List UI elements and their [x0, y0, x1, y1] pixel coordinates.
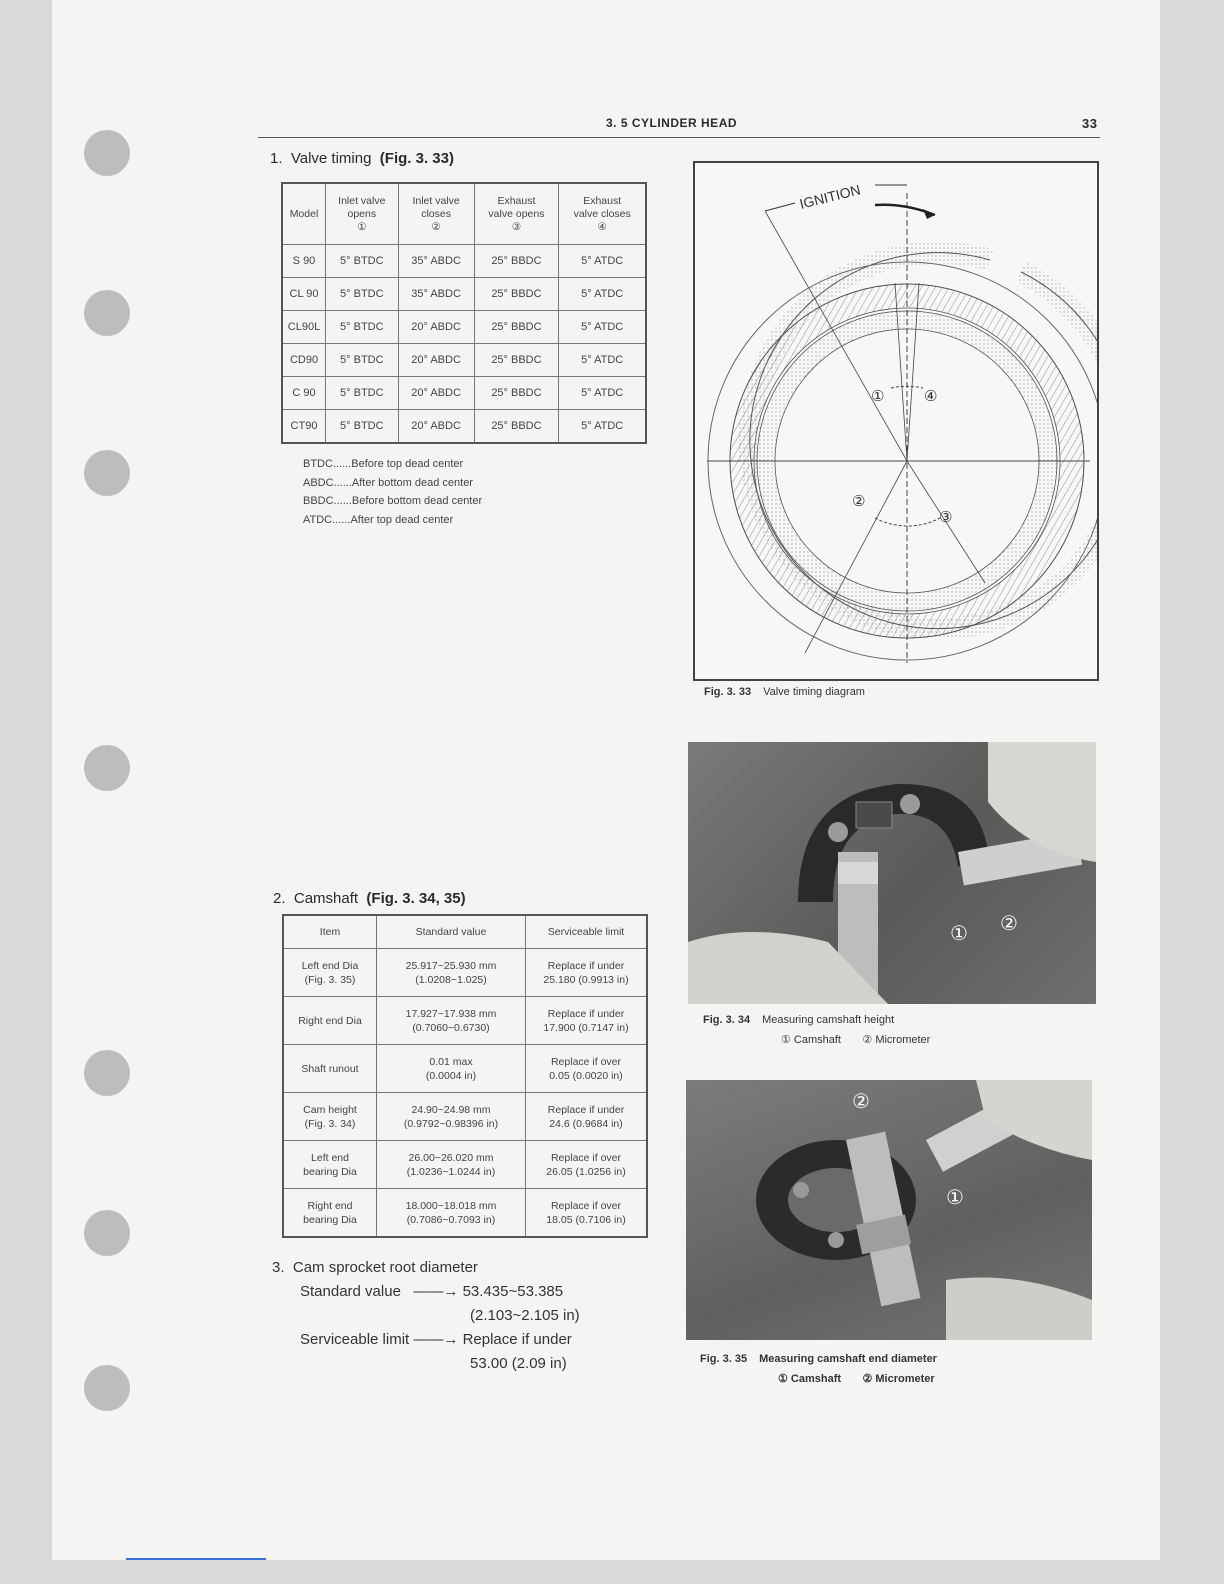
table-row: CT90 5° BTDC 20° ABDC 25° BBDC 5° ATDC [282, 410, 646, 444]
section-3-title: Cam sprocket root diameter [292, 1259, 478, 1276]
fig-3-34-caption: Fig. 3. 34 Measuring camshaft height ① Camshaft ② Micrometer [703, 1014, 931, 1046]
binder-hole [84, 290, 130, 336]
valve-timing-diagram [693, 161, 1099, 681]
binder-hole [84, 130, 130, 176]
table-row: Shaft runout 0.01 max (0.0004 in) Replace if over 0.05 (0.0020 in) [283, 1045, 647, 1093]
callout-1: ① [946, 1185, 964, 1209]
callout-2: ② [852, 1089, 870, 1113]
col-header: Exhaust valve opens ③ [474, 183, 559, 245]
valve-timing-table [281, 182, 647, 444]
table-row: Left end Dia (Fig. 3. 35) 25.917~25.930 mm (1.0208~1.025) Replace if under 25.180 (0.9913 in) [283, 949, 647, 997]
binder-hole [84, 1365, 130, 1411]
table-row: Cam height (Fig. 3. 34) 24.90~24.98 mm (0.9792~0.98396 in) Replace if under 24.6 (0.9684 in) [283, 1093, 647, 1141]
table-row: CD90 5° BTDC 20° ABDC 25° BBDC 5° ATDC [282, 344, 646, 377]
binder-hole [84, 745, 130, 791]
binder-hole [84, 450, 130, 496]
fig-3-33-caption: Fig. 3. 33 Valve timing diagram [704, 686, 865, 698]
table-row: CL90L 5° BTDC 20° ABDC 25° BBDC 5° ATDC [282, 311, 646, 344]
progress-underline [126, 1558, 266, 1560]
callout-1: ① [950, 921, 968, 945]
binder-hole [84, 1050, 130, 1096]
marker-4: ④ [924, 387, 938, 405]
callout-2: ② [1000, 911, 1018, 935]
fig-3-35-caption: Fig. 3. 35 Measuring camshaft end diameter ① Camshaft ② Micrometer [700, 1353, 937, 1385]
section-2-heading: 2. Camshaft (Fig. 3. 34, 35) [273, 890, 466, 907]
abbreviation-legend: BTDC......Before top dead center ABDC......After bottom dead center BBDC......Before bottom dead center ATDC......After top dead center [303, 458, 483, 526]
running-header: 3. 5 CYLINDER HEAD [606, 116, 738, 130]
standard-value: 53.435~53.385 [462, 1283, 564, 1300]
col-header: Inlet valve opens ① [326, 183, 399, 245]
col-header: Inlet valve closes ② [398, 183, 474, 245]
table-row: S 90 5° BTDC 35° ABDC 25° BBDC 5° ATDC [282, 245, 646, 278]
page-number: 33 [1082, 116, 1098, 131]
marker-3: ③ [939, 508, 953, 526]
col-header: Serviceable limit [526, 915, 648, 949]
marker-2: ② [852, 492, 866, 510]
ignition-label: IGNITION [797, 181, 863, 212]
col-header: Standard value [377, 915, 526, 949]
camshaft-table [282, 914, 648, 1238]
col-header: Exhaust valve closes ④ [559, 183, 646, 245]
fig-3-34-photo [688, 742, 1096, 1004]
table-header-row [283, 915, 647, 949]
section-3: 3. Cam sprocket root diameter Standard value ——→ 53.435~53.385 (2.103~2.105 in) Serviceable limit ——→ Replace if under 53.00 (2.09 in) [272, 1259, 580, 1372]
marker-1: ① [871, 387, 885, 405]
table-row: Right end bearing Dia 18.000~18.018 mm (0.7086~0.7093 in) Replace if over 18.05 (0.7106 in) [283, 1189, 647, 1238]
table-row: C 90 5° BTDC 20° ABDC 25° BBDC 5° ATDC [282, 377, 646, 410]
table-header-row [282, 183, 646, 245]
header-rule [258, 137, 1100, 138]
fig-3-35-photo [686, 1080, 1092, 1340]
limit-value: Replace if under [462, 1331, 572, 1348]
section-1-heading: 1. Valve timing (Fig. 3. 33) [270, 150, 454, 167]
binder-hole [84, 1210, 130, 1256]
col-header: Model [282, 183, 326, 245]
table-row: CL 90 5° BTDC 35° ABDC 25° BBDC 5° ATDC [282, 278, 646, 311]
table-row: Right end Dia 17.927~17.938 mm (0.7060~0.6730) Replace if under 17.900 (0.7147 in) [283, 997, 647, 1045]
table-row: Left end bearing Dia 26.00~26.020 mm (1.0236~1.0244 in) Replace if over 26.05 (1.0256 in) [283, 1141, 647, 1189]
col-header: Item [283, 915, 377, 949]
